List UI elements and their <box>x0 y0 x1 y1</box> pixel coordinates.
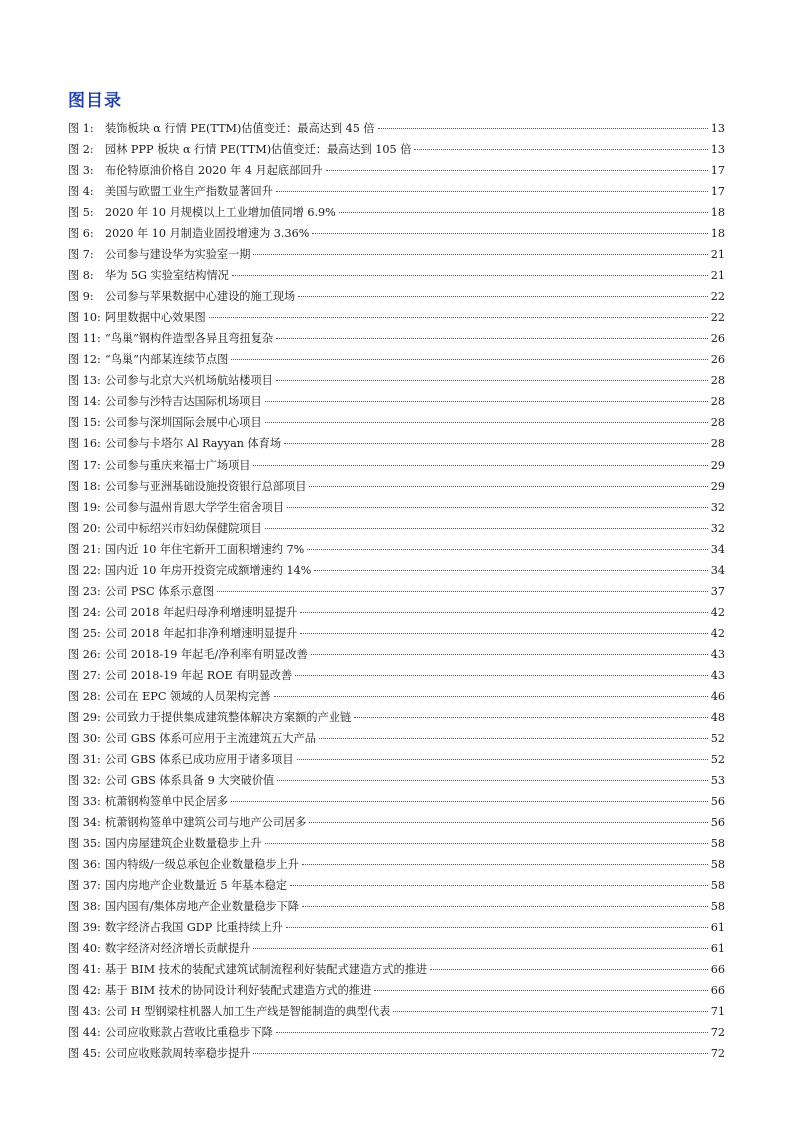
toc-figure-number: 图 24: <box>68 605 101 619</box>
toc-page-number: 28 <box>710 416 725 430</box>
toc-figure-title: 公司参与北京大兴机场航站楼项目 <box>105 374 273 388</box>
toc-figure-title: 杭萧钢构签单中建筑公司与地产公司居多 <box>105 816 307 830</box>
toc-figure-title: 公司 2018 年起扣非净利增速明显提升 <box>105 626 298 640</box>
toc-entry[interactable] <box>68 370 725 391</box>
toc-page-number: 61 <box>710 921 725 935</box>
toc-page-number: 72 <box>710 1047 725 1061</box>
toc-page-number: 18 <box>710 206 725 220</box>
toc-figure-title: 美国与欧盟工业生产指数显著回升 <box>105 185 273 199</box>
toc-dot-leader <box>295 675 708 676</box>
toc-figure-number: 图 13: <box>68 374 101 388</box>
toc-figure-title: 基于 BIM 技术的协同设计利好装配式建造方式的推进 <box>105 984 372 998</box>
toc-dot-leader <box>287 507 708 508</box>
toc-entry[interactable] <box>68 539 725 560</box>
toc-figure-title: 公司参与亚洲基础设施投资银行总部项目 <box>105 479 307 493</box>
toc-entry[interactable] <box>68 854 725 875</box>
toc-entry[interactable] <box>68 328 725 349</box>
toc-figure-number: 图 15: <box>68 416 101 430</box>
toc-dot-leader <box>300 612 708 613</box>
toc-figure-number: 图 9: <box>68 290 94 304</box>
toc-dot-leader <box>339 212 708 213</box>
toc-figure-number: 图 42: <box>68 984 101 998</box>
toc-figure-title: 公司中标绍兴市妇幼保健院项目 <box>105 521 262 535</box>
toc-figure-number: 图 43: <box>68 1005 101 1019</box>
toc-figure-title: 数字经济对经济增长贡献提升 <box>105 942 251 956</box>
toc-figure-title: “鸟巢”钢构件造型各异且弯扭复杂 <box>105 332 274 346</box>
toc-dot-leader <box>298 296 708 297</box>
toc-page-number: 58 <box>710 900 725 914</box>
toc-entry[interactable] <box>68 518 725 539</box>
toc-entry[interactable] <box>68 1043 725 1064</box>
toc-figure-number: 图 8: <box>68 269 94 283</box>
toc-page-number: 28 <box>710 437 725 451</box>
toc-dot-leader <box>414 149 707 150</box>
toc-page-number: 32 <box>710 500 725 514</box>
toc-figure-number: 图 29: <box>68 710 101 724</box>
toc-figure-title: 公司参与卡塔尔 Al Rayyan 体育场 <box>105 437 282 451</box>
toc-figure-number: 图 44: <box>68 1026 101 1040</box>
toc-dot-leader <box>300 633 708 634</box>
toc-figure-number: 图 5: <box>68 206 94 220</box>
toc-entry[interactable] <box>68 391 725 412</box>
toc-entry[interactable] <box>68 938 725 959</box>
toc-figure-number: 图 11: <box>68 332 101 346</box>
toc-figure-number: 图 36: <box>68 858 101 872</box>
toc-dot-leader <box>314 570 707 571</box>
toc-dot-leader <box>326 170 708 171</box>
toc-page-number: 28 <box>710 374 725 388</box>
toc-page-number: 13 <box>710 122 725 135</box>
toc-entry[interactable] <box>68 749 725 770</box>
toc-page-number: 52 <box>710 752 725 766</box>
page-title: 图目录 <box>68 91 122 111</box>
toc-page-number: 13 <box>710 143 725 157</box>
toc-dot-leader <box>302 864 708 865</box>
toc-entry[interactable] <box>68 770 725 791</box>
toc-figure-number: 图 19: <box>68 500 101 514</box>
toc-page-number: 28 <box>710 395 725 409</box>
toc-page-number: 17 <box>710 164 725 178</box>
toc-page-number: 71 <box>710 1005 725 1019</box>
toc-figure-number: 图 45: <box>68 1047 101 1061</box>
toc-page-number: 56 <box>710 816 725 830</box>
toc-dot-leader <box>277 780 708 781</box>
toc-figure-title: 公司 H 型钢梁柱机器人加工生产线是智能制造的典型代表 <box>105 1005 391 1019</box>
toc-page-number: 18 <box>710 227 725 241</box>
toc-dot-leader <box>265 422 708 423</box>
toc-entry[interactable] <box>68 1001 725 1022</box>
toc-dot-leader <box>276 1032 708 1033</box>
toc-page-number: 48 <box>710 710 725 724</box>
toc-figure-number: 图 12: <box>68 353 101 367</box>
toc-dot-leader <box>312 233 707 234</box>
toc-figure-number: 图 1: <box>68 122 94 135</box>
toc-page-number: 58 <box>710 837 725 851</box>
toc-figure-number: 图 23: <box>68 584 101 598</box>
toc-figure-number: 图 14: <box>68 395 101 409</box>
toc-entry[interactable] <box>68 160 725 181</box>
toc-dot-leader <box>253 1053 707 1054</box>
toc-page-number: 58 <box>710 858 725 872</box>
toc-entry[interactable] <box>68 959 725 980</box>
toc-dot-leader <box>217 591 708 592</box>
toc-page-number: 26 <box>710 332 725 346</box>
toc-page-number: 66 <box>710 963 725 977</box>
toc-figure-title: 基于 BIM 技术的装配式建筑试制流程利好装配式建造方式的推进 <box>105 963 428 977</box>
toc-figure-title: “鸟巢”内部某连续节点图 <box>105 353 229 367</box>
toc-figure-number: 图 31: <box>68 752 101 766</box>
toc-figure-number: 图 2: <box>68 143 94 157</box>
toc-dot-leader <box>232 275 708 276</box>
toc-entry[interactable] <box>68 623 725 644</box>
toc-dot-leader <box>276 380 708 381</box>
toc-figure-number: 图 22: <box>68 563 101 577</box>
toc-dot-leader <box>297 759 708 760</box>
toc-page-number: 42 <box>710 626 725 640</box>
toc-figure-title: 数字经济占我国 GDP 比重持续上升 <box>105 921 283 935</box>
toc-figure-number: 图 17: <box>68 458 101 472</box>
toc-figure-number: 图 35: <box>68 837 101 851</box>
toc-entry[interactable] <box>68 307 725 328</box>
toc-figure-title: 公司在 EPC 领域的人员架构完善 <box>105 689 271 703</box>
toc-dot-leader <box>430 969 708 970</box>
toc-figure-number: 图 39: <box>68 921 101 935</box>
toc-dot-leader <box>378 128 708 129</box>
toc-dot-leader <box>265 528 708 529</box>
toc-figure-number: 图 18: <box>68 479 101 493</box>
toc-figure-title: 国内特级/一级总承包企业数量稳步上升 <box>105 858 299 872</box>
toc-figure-title: 国内房屋建筑企业数量稳步上升 <box>105 837 262 851</box>
toc-entry[interactable] <box>68 896 725 917</box>
toc-dot-leader <box>393 1011 707 1012</box>
toc-page-number: 43 <box>710 668 725 682</box>
toc-dot-leader <box>231 801 708 802</box>
toc-entry[interactable] <box>68 181 725 202</box>
toc-dot-leader <box>253 254 707 255</box>
toc-page-number: 22 <box>710 311 725 325</box>
toc-figure-number: 图 34: <box>68 816 101 830</box>
toc-page-number: 29 <box>710 479 725 493</box>
toc-figure-number: 图 27: <box>68 668 101 682</box>
toc-page-number: 53 <box>710 773 725 787</box>
toc-entry[interactable] <box>68 497 725 518</box>
toc-entry[interactable] <box>68 349 725 370</box>
toc-entry[interactable] <box>68 875 725 896</box>
toc-entry[interactable] <box>68 286 725 307</box>
toc-entry[interactable] <box>68 812 725 833</box>
toc-figure-title: 杭萧钢构签单中民企居多 <box>105 795 229 808</box>
toc-figure-number: 图 37: <box>68 879 101 893</box>
toc-page-number: 72 <box>710 1026 725 1040</box>
toc-page-number: 58 <box>710 879 725 893</box>
toc-entry[interactable] <box>68 202 725 223</box>
toc-dot-leader <box>276 191 708 192</box>
toc-figure-number: 图 10: <box>68 311 101 325</box>
toc-dot-leader <box>286 927 708 928</box>
toc-figure-title: 公司致力于提供集成建筑整体解决方案额的产业链 <box>105 710 352 724</box>
toc-page-number: 61 <box>710 942 725 956</box>
toc-dot-leader <box>309 486 707 487</box>
toc-figure-title: 公司参与苹果数据中心建设的施工现场 <box>105 290 296 304</box>
toc-dot-leader <box>274 696 708 697</box>
toc-figure-number: 图 38: <box>68 900 101 914</box>
toc-page-number: 42 <box>710 605 725 619</box>
toc-entry[interactable] <box>68 665 725 686</box>
toc-figure-title: 装饰板块 α 行情 PE(TTM)估值变迁：最高达到 45 倍 <box>105 122 375 135</box>
toc-page-number: 17 <box>710 185 725 199</box>
toc-page-number: 26 <box>710 353 725 367</box>
toc-dot-leader <box>311 654 708 655</box>
toc-figure-title: 公司应收账款占营收比重稳步下降 <box>105 1026 273 1040</box>
toc-page-number: 52 <box>710 731 725 745</box>
toc-entry[interactable] <box>68 980 725 1001</box>
toc-figure-number: 图 21: <box>68 542 101 556</box>
toc-entry[interactable] <box>68 644 725 665</box>
toc-figure-title: 公司参与温州肯恩大学学生宿舍项目 <box>105 500 285 514</box>
toc-page-number: 29 <box>710 458 725 472</box>
toc-entry[interactable] <box>68 476 725 497</box>
toc-figure-title: 公司参与建设华为实验室一期 <box>105 248 251 262</box>
toc-dot-leader <box>253 465 707 466</box>
toc-entry[interactable] <box>68 433 725 454</box>
toc-entry[interactable] <box>68 602 725 623</box>
toc-dot-leader <box>302 906 708 907</box>
toc-figure-title: 华为 5G 实验室结构情况 <box>105 269 229 283</box>
toc-dot-leader <box>290 885 708 886</box>
toc-figure-number: 图 28: <box>68 689 101 703</box>
toc-figure-title: 国内房地产企业数量近 5 年基本稳定 <box>105 879 288 893</box>
toc-dot-leader <box>276 338 708 339</box>
toc-page-number: 37 <box>710 584 725 598</box>
toc-dot-leader <box>265 401 708 402</box>
toc-figure-title: 公司参与沙特吉达国际机场项目 <box>105 395 262 409</box>
toc-page-number: 43 <box>710 647 725 661</box>
toc-entry[interactable] <box>68 917 725 938</box>
toc-figure-title: 公司参与重庆来福士广场项目 <box>105 458 251 472</box>
toc-figure-number: 图 6: <box>68 227 94 241</box>
toc-page-number: 46 <box>710 689 725 703</box>
toc-figure-title: 公司 PSC 体系示意图 <box>105 584 215 598</box>
toc-entry[interactable] <box>68 223 725 244</box>
toc-figure-number: 图 40: <box>68 942 101 956</box>
toc-dot-leader <box>319 738 708 739</box>
toc-figure-number: 图 4: <box>68 185 94 199</box>
toc-entry[interactable] <box>68 791 725 812</box>
toc-page-number: 66 <box>710 984 725 998</box>
toc-figure-title: 布伦特原油价格自 2020 年 4 月起底部回升 <box>105 164 323 178</box>
toc-entry[interactable] <box>68 581 725 602</box>
toc-figure-title: 国内近 10 年房开投资完成额增速约 14% <box>105 563 312 577</box>
toc-figure-title: 公司 2018-19 年起毛/净利率有明显改善 <box>105 647 308 661</box>
toc-entry[interactable] <box>68 118 725 139</box>
toc-figure-number: 图 33: <box>68 795 101 808</box>
toc-figure-title: 公司应收账款周转率稳步提升 <box>105 1047 251 1061</box>
toc-dot-leader <box>284 443 708 444</box>
toc-page-number: 34 <box>710 563 725 577</box>
toc-entry[interactable] <box>68 412 725 433</box>
toc-page-number: 21 <box>710 248 725 262</box>
toc-figure-title: 公司 GBS 体系具备 9 大突破价值 <box>105 773 275 787</box>
toc-figure-number: 图 7: <box>68 248 94 262</box>
toc-figure-title: 2020 年 10 月制造业固投增速为 3.36% <box>105 227 310 241</box>
toc-page-number: 21 <box>710 269 725 283</box>
toc-dot-leader <box>307 549 707 550</box>
toc-figure-number: 图 26: <box>68 647 101 661</box>
figure-toc-list <box>68 118 725 1064</box>
toc-figure-title: 阿里数据中心效果图 <box>105 311 206 325</box>
toc-page-number: 22 <box>710 290 725 304</box>
toc-dot-leader <box>253 948 707 949</box>
toc-entry[interactable] <box>68 833 725 854</box>
toc-dot-leader <box>309 822 707 823</box>
toc-figure-title: 公司 GBS 体系可应用于主流建筑五大产品 <box>105 731 316 745</box>
toc-entry[interactable] <box>68 244 725 265</box>
toc-entry[interactable] <box>68 728 725 749</box>
toc-figure-title: 园林 PPP 板块 α 行情 PE(TTM)估值变迁：最高达到 105 倍 <box>105 143 412 157</box>
toc-figure-title: 公司 2018 年起归母净利增速明显提升 <box>105 605 298 619</box>
toc-figure-number: 图 32: <box>68 773 101 787</box>
toc-figure-number: 图 30: <box>68 731 101 745</box>
toc-entry[interactable] <box>68 686 725 707</box>
toc-entry[interactable] <box>68 139 725 160</box>
toc-dot-leader <box>374 990 708 991</box>
toc-figure-number: 图 3: <box>68 164 94 178</box>
toc-figure-title: 公司 GBS 体系已成功应用于诸多项目 <box>105 752 294 766</box>
toc-figure-title: 公司参与深圳国际会展中心项目 <box>105 416 262 430</box>
toc-dot-leader <box>231 359 707 360</box>
toc-figure-number: 图 41: <box>68 963 101 977</box>
toc-page-number: 56 <box>710 795 725 808</box>
toc-entry[interactable] <box>68 455 725 476</box>
toc-figure-number: 图 25: <box>68 626 101 640</box>
toc-page-number: 32 <box>710 521 725 535</box>
toc-entry[interactable] <box>68 707 725 728</box>
toc-entry[interactable] <box>68 265 725 286</box>
toc-figure-number: 图 16: <box>68 437 101 451</box>
toc-figure-number: 图 20: <box>68 521 101 535</box>
toc-figure-title: 国内国有/集体房地产企业数量稳步下降 <box>105 900 299 914</box>
toc-dot-leader <box>209 317 708 318</box>
toc-figure-title: 公司 2018-19 年起 ROE 有明显改善 <box>105 668 293 682</box>
toc-figure-title: 2020 年 10 月规模以上工业增加值同增 6.9% <box>105 206 336 220</box>
toc-page-number: 34 <box>710 542 725 556</box>
toc-dot-leader <box>265 843 708 844</box>
toc-entry[interactable] <box>68 560 725 581</box>
toc-figure-title: 国内近 10 年住宅新开工面积增速约 7% <box>105 542 305 556</box>
toc-dot-leader <box>354 717 708 718</box>
toc-entry[interactable] <box>68 1022 725 1043</box>
